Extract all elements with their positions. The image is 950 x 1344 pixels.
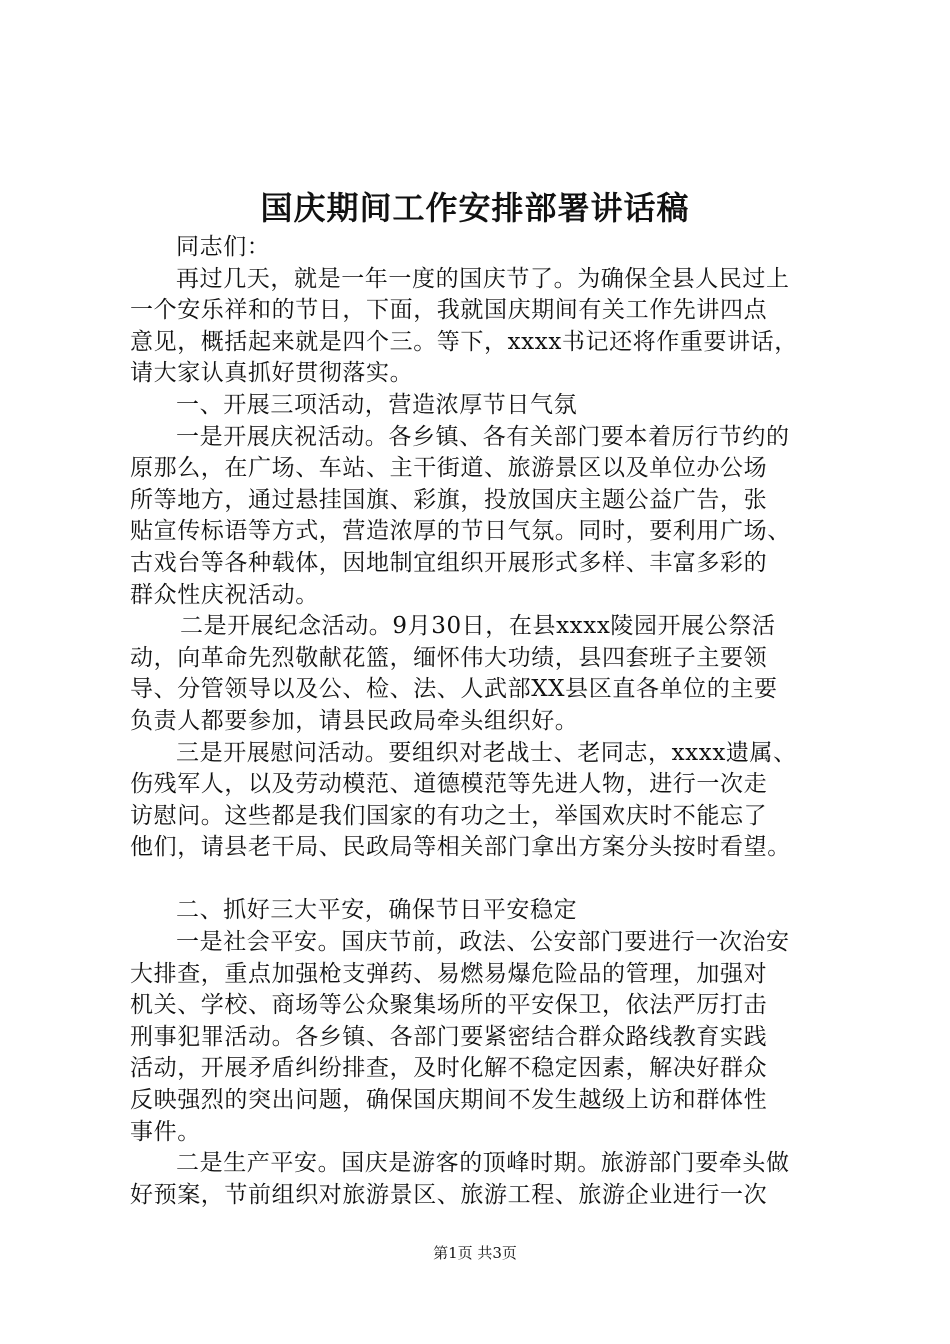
body-line: 意见，概括起来就是四个三。等下，xxxx书记还将作重要讲话， <box>130 328 798 355</box>
body-line: 好预案，节前组织对旅游景区、旅游工程、旅游企业进行一次 <box>130 1181 768 1208</box>
body-line: 活动，开展矛盾纠纷排查，及时化解不稳定因素，解决好群众 <box>130 1055 768 1082</box>
body-line: 再过几天，就是一年一度的国庆节了。为确保全县人民过上 <box>176 265 790 292</box>
body-line: 三是开展慰问活动。要组织对老战士、老同志，xxxx遗属、 <box>176 739 797 766</box>
body-line: 贴宣传标语等方式，营造浓厚的节日气氛。同时，要利用广场、 <box>130 518 791 545</box>
body-line: 动，向革命先烈敬献花篮，缅怀伟大功绩，县四套班子主要领 <box>130 644 768 671</box>
document-body <box>130 232 830 1211</box>
body-line: 一是开展庆祝活动。各乡镇、各有关部门要本着厉行节约的 <box>176 423 790 450</box>
paragraph-gap <box>130 864 830 896</box>
page-number-footer: 第1页 共3页 <box>433 1244 517 1262</box>
document-title: 国庆期间工作安排部署讲话稿 <box>260 189 690 227</box>
body-line: 大排查，重点加强枪支弹药、易燃易爆危险品的管理，加强对 <box>130 960 768 987</box>
body-line: 刑事犯罪活动。各乡镇、各部门要紧密结合群众路线教育实践 <box>130 1023 768 1050</box>
section-heading: 二、抓好三大平安，确保节日平安稳定 <box>176 897 578 924</box>
body-line: 事件。 <box>130 1118 201 1145</box>
body-line: 请大家认真抓好贯彻落实。 <box>130 360 414 387</box>
body-line: 导、分管领导以及公、检、法、人武部XX县区直各单位的主要 <box>130 676 778 703</box>
salutation: 同志们： <box>176 234 271 260</box>
body-line: 一个安乐祥和的节日，下面，我就国庆期间有关工作先讲四点 <box>130 297 768 324</box>
body-line: 机关、学校、商场等公众聚集场所的平安保卫，依法严厉打击 <box>130 992 768 1019</box>
body-line: 访慰问。这些都是我们国家的有功之士，举国欢庆时不能忘了 <box>130 802 768 829</box>
body-line: 一是社会平安。国庆节前，政法、公安部门要进行一次治安 <box>176 929 790 956</box>
body-line: 二是生产平安。国庆是游客的顶峰时期。旅游部门要牵头做 <box>176 1150 790 1177</box>
body-line: 他们，请县老干局、民政局等相关部门拿出方案分头按时看望。 <box>130 834 791 861</box>
body-line: 反映强烈的突出问题，确保国庆期间不发生越级上访和群体性 <box>130 1087 768 1114</box>
body-line: 原那么，在广场、车站、主干街道、旅游景区以及单位办公场 <box>130 455 768 482</box>
body-line: 古戏台等各种载体，因地制宜组织开展形式多样、丰富多彩的 <box>130 549 768 576</box>
body-line: 负责人都要参加，请县民政局牵头组织好。 <box>130 707 579 734</box>
body-line: 二是开展纪念活动。9月30日，在县xxxx陵园开展公祭活 <box>180 613 776 640</box>
body-line: 所等地方，通过悬挂国旗、彩旗，投放国庆主题公益广告，张 <box>130 486 768 513</box>
body-line: 伤残军人，以及劳动模范、道德模范等先进人物，进行一次走 <box>130 771 768 798</box>
section-heading: 一、开展三项活动，营造浓厚节日气氛 <box>176 391 578 418</box>
body-line: 群众性庆祝活动。 <box>130 581 319 608</box>
